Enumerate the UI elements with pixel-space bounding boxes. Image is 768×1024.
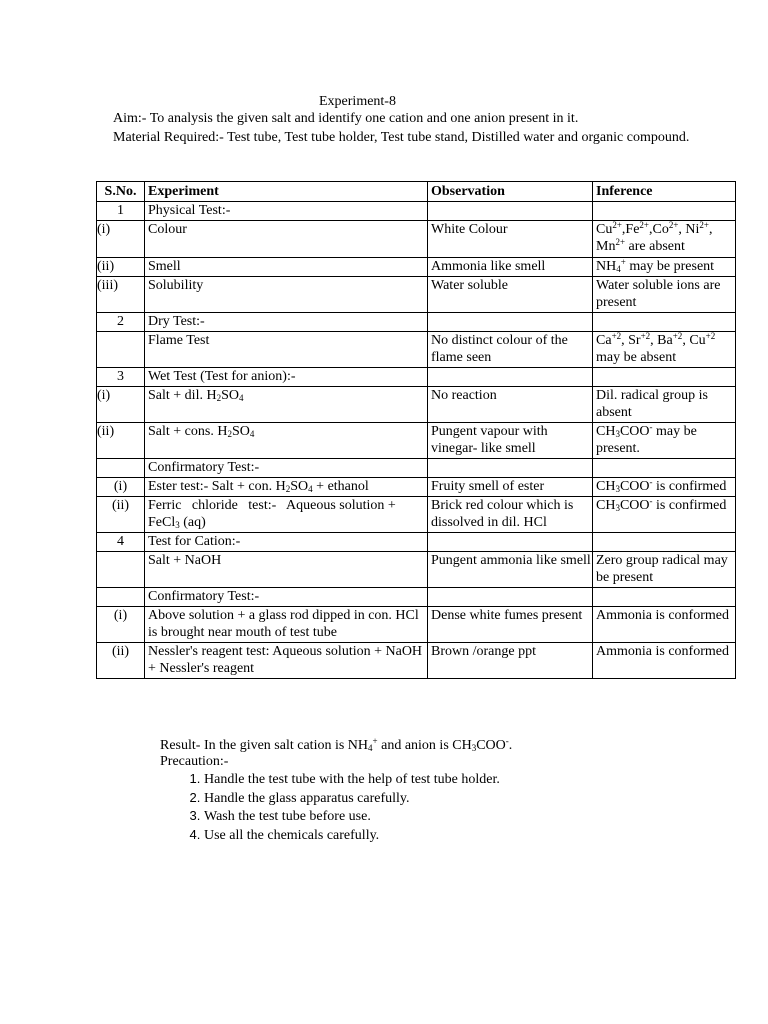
cell-sno: (i) xyxy=(97,607,145,643)
cell-inference xyxy=(593,588,736,607)
cell-inference: Dil. radical group is absent xyxy=(593,387,736,423)
table-row xyxy=(97,423,736,459)
cell-observation xyxy=(428,533,593,552)
cell-experiment: Salt + dil. $H_2SO_4$ xyxy=(145,387,428,423)
experiment-table xyxy=(96,181,736,679)
cell-observation xyxy=(428,313,593,332)
cell-experiment: Nessler's reagent test: Aqueous solution + NaOH + Nessler's reagent xyxy=(145,643,428,679)
cell-sno: 1 xyxy=(97,202,145,221)
table-row xyxy=(97,202,736,221)
cell-sno: (i) xyxy=(97,387,145,423)
cell-experiment: Confirmatory Test:- xyxy=(145,459,428,478)
cell-experiment: Test for Cation:- xyxy=(145,533,428,552)
cell-experiment: Salt + NaOH xyxy=(145,552,428,588)
cell-experiment: Smell xyxy=(145,258,428,277)
cell-observation: Pungent vapour with vinegar- like smell xyxy=(428,423,593,459)
cell-observation xyxy=(428,202,593,221)
cell-sno: (ii) xyxy=(97,423,145,459)
cell-experiment: Colour xyxy=(145,221,428,258)
cell-sno xyxy=(97,588,145,607)
table-row xyxy=(97,643,736,679)
cell-sno xyxy=(97,332,145,368)
list-item: 1. Handle the test tube with the help of test tube holder. xyxy=(204,770,500,789)
cell-observation xyxy=(428,368,593,387)
cell-experiment: Physical Test:- xyxy=(145,202,428,221)
material-required-text: Material Required:- Test tube, Test tube holder, Test tube stand, Distilled water and organic compound. xyxy=(113,130,690,145)
cell-sno: 3 xyxy=(97,368,145,387)
cell-inference: $CH_3COO^-$ is confirmed xyxy=(593,478,736,497)
cell-inference: Ammonia is conformed xyxy=(593,643,736,679)
list-item: 3. Wash the test tube before use. xyxy=(204,807,500,826)
cell-inference: $Cu^{2+},Fe^{2+},Co^{2+}$, $Ni^{2+}$, $Mn^{2+}$ are absent xyxy=(593,221,736,258)
cell-inference: Water soluble ions are present xyxy=(593,277,736,313)
cell-sno: (i) xyxy=(97,221,145,258)
cell-sno: (ii) xyxy=(97,258,145,277)
table-row xyxy=(97,497,736,533)
cell-experiment: Flame Test xyxy=(145,332,428,368)
cell-experiment: Ester test:- Salt + con. $H_2SO_4$ + ethanol xyxy=(145,478,428,497)
table-row xyxy=(97,478,736,497)
cell-experiment: Above solution + a glass rod dipped in con. HCl is brought near mouth of test tube xyxy=(145,607,428,643)
cell-observation: Brown /orange ppt xyxy=(428,643,593,679)
cell-experiment: Confirmatory Test:- xyxy=(145,588,428,607)
table-row xyxy=(97,552,736,588)
cell-observation xyxy=(428,459,593,478)
cell-inference xyxy=(593,459,736,478)
precaution-list xyxy=(180,770,500,844)
cell-observation: White Colour xyxy=(428,221,593,258)
table-row xyxy=(97,387,736,423)
header-sno: S.No. xyxy=(97,182,145,202)
cell-experiment: Solubility xyxy=(145,277,428,313)
cell-inference: $NH_4^+$ may be present xyxy=(593,258,736,277)
cell-sno: 4 xyxy=(97,533,145,552)
cell-observation: No reaction xyxy=(428,387,593,423)
cell-observation: Dense white fumes present xyxy=(428,607,593,643)
aim-text: Aim:- To analysis the given salt and identify one cation and one anion present in it. xyxy=(113,111,579,126)
precaution-label: Precaution:- xyxy=(160,754,229,769)
table-row xyxy=(97,588,736,607)
header-observation: Observation xyxy=(428,182,593,202)
cell-experiment: Dry Test:- xyxy=(145,313,428,332)
page-title: Experiment-8 xyxy=(319,94,396,109)
cell-inference: Ammonia is conformed xyxy=(593,607,736,643)
header-inference: Inference xyxy=(593,182,736,202)
cell-sno: (ii) xyxy=(97,643,145,679)
table-row xyxy=(97,221,736,258)
cell-sno: 2 xyxy=(97,313,145,332)
table-row xyxy=(97,368,736,387)
cell-inference xyxy=(593,313,736,332)
cell-observation: Pungent ammonia like smell xyxy=(428,552,593,588)
cell-inference: $CH_3COO^-$ may be present. xyxy=(593,423,736,459)
cell-inference: $Ca^{+2}$, $Sr^{+2}$, $Ba^{+2}$, $Cu^{+2}$ may be absent xyxy=(593,332,736,368)
cell-inference xyxy=(593,368,736,387)
cell-inference xyxy=(593,533,736,552)
cell-experiment: Ferric chloride test:- Aqueous solution + FeCl$_3$ (aq) xyxy=(145,497,428,533)
cell-sno xyxy=(97,552,145,588)
cell-observation: Brick red colour which is dissolved in dil. HCl xyxy=(428,497,593,533)
cell-sno: (i) xyxy=(97,478,145,497)
list-item: 4. Use all the chemicals carefully. xyxy=(204,826,500,845)
table-header-row xyxy=(97,182,736,202)
table-row xyxy=(97,277,736,313)
table-row xyxy=(97,313,736,332)
cell-observation: Ammonia like smell xyxy=(428,258,593,277)
list-item: 2. Handle the glass apparatus carefully. xyxy=(204,789,500,808)
cell-sno: (iii) xyxy=(97,277,145,313)
table-row xyxy=(97,459,736,478)
cell-sno xyxy=(97,459,145,478)
cell-observation: Water soluble xyxy=(428,277,593,313)
table-row xyxy=(97,258,736,277)
cell-inference: $CH_3COO^-$ is confirmed xyxy=(593,497,736,533)
cell-observation: Fruity smell of ester xyxy=(428,478,593,497)
cell-inference xyxy=(593,202,736,221)
cell-experiment: Wet Test (Test for anion):- xyxy=(145,368,428,387)
result-text: Result- In the given salt cation is $NH_4^+$ and anion is $CH_3COO^-$. xyxy=(160,736,513,753)
header-experiment: Experiment xyxy=(145,182,428,202)
table-row xyxy=(97,607,736,643)
cell-experiment: Salt + cons. $H_2SO_4$ xyxy=(145,423,428,459)
cell-inference: Zero group radical may be present xyxy=(593,552,736,588)
cell-observation: No distinct colour of the flame seen xyxy=(428,332,593,368)
table-row xyxy=(97,332,736,368)
table-row xyxy=(97,533,736,552)
cell-observation xyxy=(428,588,593,607)
cell-sno: (ii) xyxy=(97,497,145,533)
